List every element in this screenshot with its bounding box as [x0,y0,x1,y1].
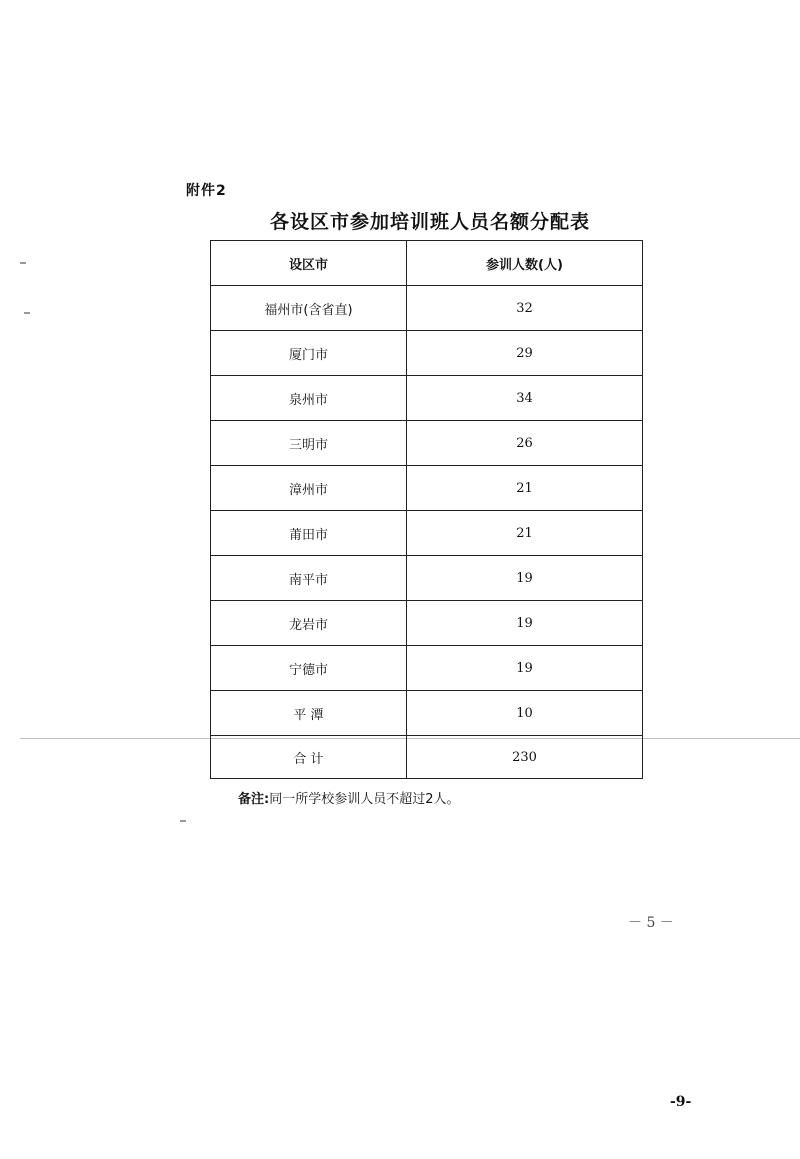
count-cell: 21 [407,466,643,511]
count-cell: 21 [407,511,643,556]
table-header-row [211,241,643,286]
outer-page-number: -9- [670,1094,692,1110]
count-cell: 19 [407,646,643,691]
city-cell: 漳州市 [211,466,407,511]
count-cell: 19 [407,556,643,601]
city-cell: 三明市 [211,421,407,466]
count-cell: 19 [407,601,643,646]
table-row [211,376,643,421]
table-row [211,601,643,646]
remark-label: 备注: [238,792,270,807]
document-title: 各设区市参加培训班人员名额分配表 [269,211,590,233]
total-count-cell: 230 [407,736,643,779]
scan-speck [20,262,26,264]
count-cell: 29 [407,331,643,376]
city-cell: 厦门市 [211,331,407,376]
city-cell: 龙岩市 [211,601,407,646]
city-cell: 福州市(含省直) [211,286,407,331]
table-row [211,421,643,466]
count-cell: 10 [407,691,643,736]
city-cell: 泉州市 [211,376,407,421]
attachment-label: 附件2 [186,183,227,199]
quota-allocation-table [210,240,643,779]
scan-speck [24,312,30,314]
scan-speck [180,820,186,822]
count-cell: 34 [407,376,643,421]
table-row [211,556,643,601]
total-row [211,736,643,779]
table-row [211,511,643,556]
remark-text: 同一所学校参训人员不超过2人。 [269,792,460,807]
inner-page-number: － 5 － [628,915,674,931]
table-row [211,646,643,691]
city-cell: 莆田市 [211,511,407,556]
remark-note [238,788,459,807]
column-header-count: 参训人数(人) [407,241,643,286]
total-label-cell: 合 计 [211,736,407,779]
table-row [211,691,643,736]
table-row [211,286,643,331]
city-cell: 平 潭 [211,691,407,736]
column-header-city: 设区市 [211,241,407,286]
table-row [211,331,643,376]
city-cell: 南平市 [211,556,407,601]
table-row [211,466,643,511]
count-cell: 26 [407,421,643,466]
count-cell: 32 [407,286,643,331]
city-cell: 宁德市 [211,646,407,691]
